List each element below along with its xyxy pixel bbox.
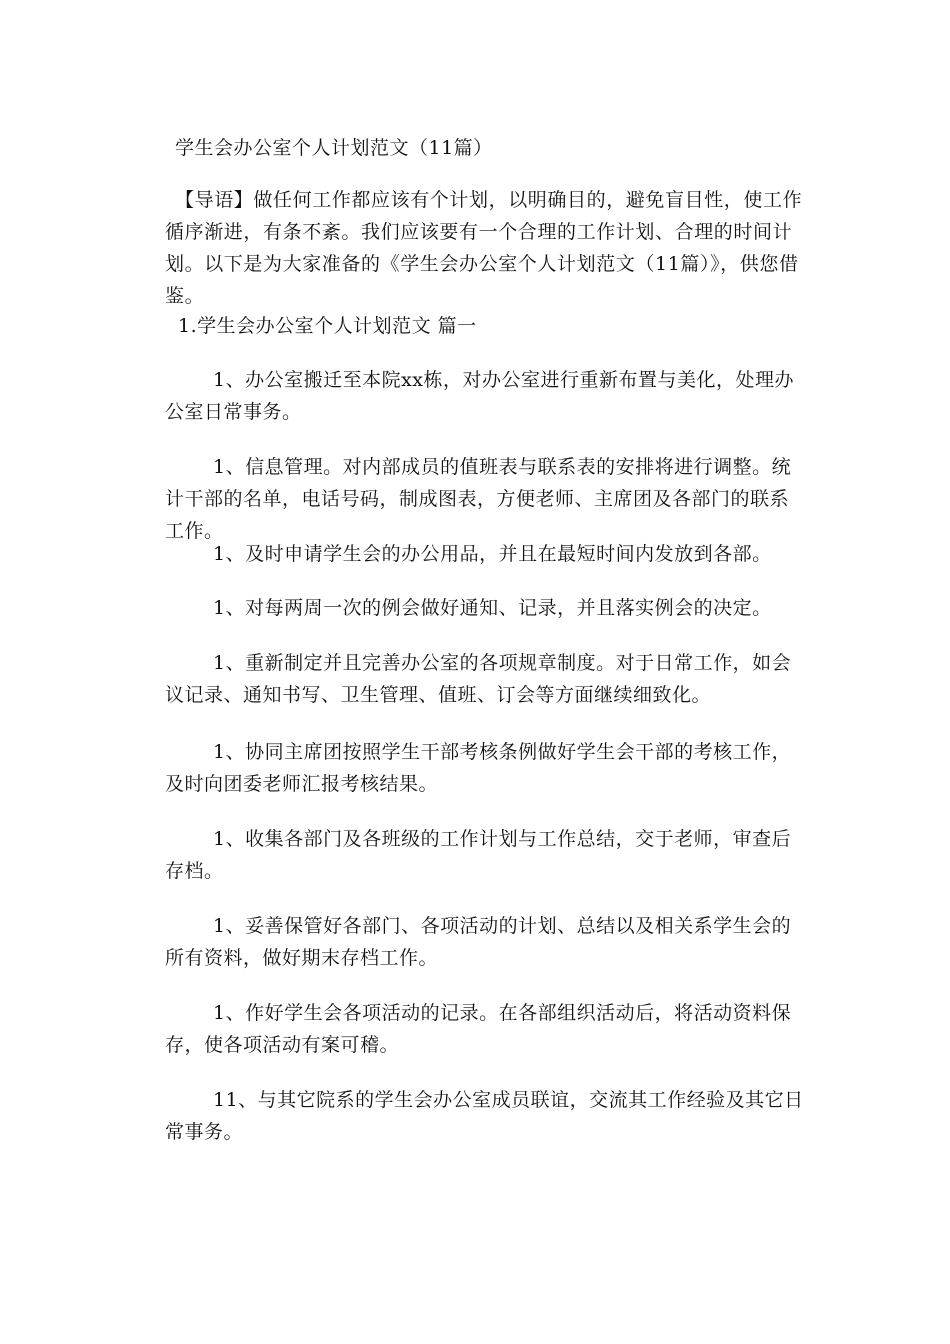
list-item: 1、妥善保管好各部门、各项活动的计划、总结以及相关系学生会的所有资料，做好期末存档工作。 xyxy=(165,915,792,969)
list-item: 1、协同主席团按照学生干部考核条例做好学生会干部的考核工作，及时向团委老师汇报考核结果。 xyxy=(165,741,792,795)
list-item: 11、与其它院系的学生会办公室成员联谊，交流其工作经验及其它日常事务。 xyxy=(165,1089,804,1143)
list-item: 1、收集各部门及各班级的工作计划与工作总结，交于老师，审查后存档。 xyxy=(165,828,792,882)
list-item: 1、作好学生会各项活动的记录。在各部组织活动后，将活动资料保存，使各项活动有案可稽。 xyxy=(165,1002,792,1056)
list-item: 1、及时申请学生会的办公用品，并且在最短时间内发放到各部。 xyxy=(213,543,772,565)
section-heading: 1.学生会办公室个人计划范文 篇一 xyxy=(178,315,477,337)
list-item: 1、重新制定并且完善办公室的各项规章制度。对于日常工作，如会议记录、通知书写、卫生管理、值班、订会等方面继续细致化。 xyxy=(165,652,792,706)
document-title: 学生会办公室个人计划范文（11篇） xyxy=(175,137,493,159)
list-item: 1、对每两周一次的例会做好通知、记录，并且落实例会的决定。 xyxy=(213,597,772,619)
intro-paragraph: 【导语】做任何工作都应该有个计划，以明确目的，避免盲目性，使工作循序渐进，有条不紊。我们应该要有一个合理的工作计划、合理的时间计划。以下是为大家准备的《学生会办公室个人计划范文（11篇）》，供您借鉴。 xyxy=(165,189,803,307)
list-item: 1、办公室搬迁至本院xx栋，对办公室进行重新布置与美化，处理办公室日常事务。 xyxy=(165,369,795,423)
list-item: 1、信息管理。对内部成员的值班表与联系表的安排将进行调整。统计干部的名单，电话号码，制成图表，方便老师、主席团及各部门的联系工作。 xyxy=(165,456,792,542)
